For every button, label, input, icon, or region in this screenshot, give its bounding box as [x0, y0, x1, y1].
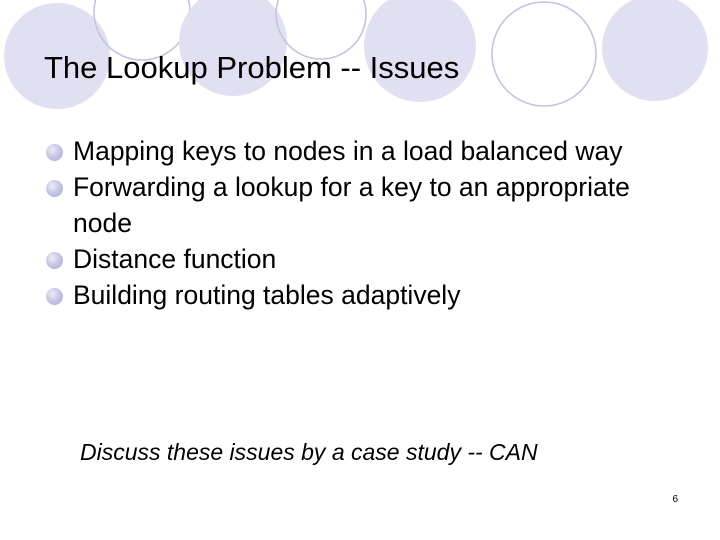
slide-title: The Lookup Problem -- Issues: [44, 50, 460, 85]
decorative-circle-filled: [602, 0, 708, 101]
bullet-list: [46, 133, 696, 313]
bullet-icon: [46, 180, 63, 197]
bullet-item: [46, 169, 696, 241]
case-study-note: Discuss these issues by a case study -- CAN: [80, 439, 538, 465]
bullet-icon: [46, 144, 63, 161]
bullet-item: [46, 241, 696, 277]
bullet-text: Mapping keys to nodes in a load balanced way: [73, 136, 623, 166]
bullet-item: [46, 277, 696, 313]
bullet-text: Building routing tables adaptively: [73, 280, 461, 310]
bullet-icon: [46, 252, 63, 269]
decorative-circle-outline: [492, 2, 596, 106]
bullet-icon: [46, 288, 63, 305]
bullet-item: [46, 133, 696, 169]
bullet-text: Distance function: [73, 244, 277, 274]
page-number: 6: [672, 494, 678, 505]
bullet-text: Forwarding a lookup for a key to an appropriate node: [73, 172, 630, 238]
